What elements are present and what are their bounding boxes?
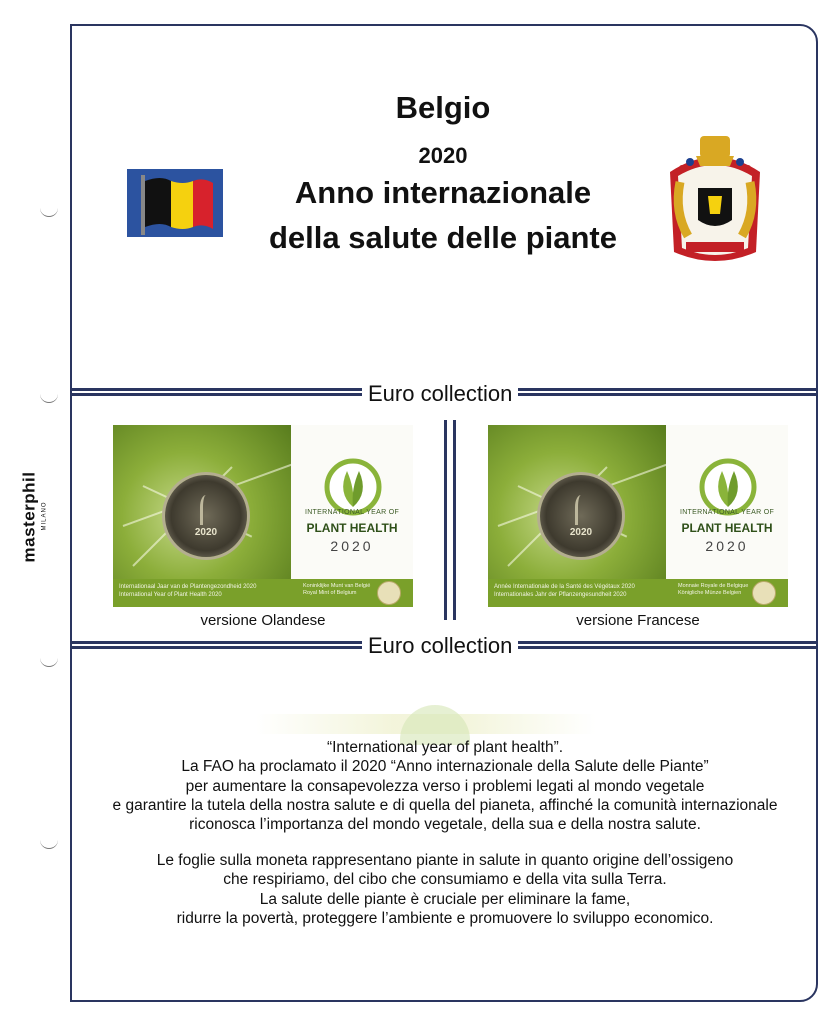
- description-line: riconosca l’importanza del mondo vegetale, della sua e della nostra salute.: [189, 816, 701, 834]
- coin-card-dutch: [113, 425, 413, 607]
- logo-line2: PLANT HEALTH: [306, 521, 398, 535]
- subject-title-line1: Anno internazionale: [294, 175, 592, 210]
- footer-line2: International Year of Plant Health 2020: [119, 592, 222, 598]
- brand-city: MILANO: [41, 501, 48, 531]
- description-line: Le foglie sulla moneta rappresentano piante in salute in quanto origine dell’ossigeno: [156, 852, 734, 869]
- logo-line1: INTERNATIONAL YEAR OF: [304, 509, 400, 516]
- seal-icon: [752, 581, 776, 605]
- logo-line1: INTERNATIONAL YEAR OF: [679, 509, 775, 516]
- mint-line2: Königliche Münze Belgien: [678, 590, 742, 596]
- caption-dutch: versione Olandese: [200, 612, 326, 629]
- footer-line1: Internationaal Jaar van de Plantengezondheid 2020: [119, 584, 257, 590]
- year-title: 2020: [418, 143, 468, 168]
- footer-line2: Internationales Jahr der Pflanzengesundheit 2020: [494, 592, 627, 598]
- description-paragraph-1: [72, 738, 818, 834]
- mint-line1: Koninklijke Munt van België: [303, 583, 371, 589]
- logo-line3: 2020: [705, 538, 749, 554]
- coin-year: 2020: [569, 527, 593, 538]
- punch-hole: [40, 392, 58, 403]
- mint-text: [303, 583, 370, 597]
- brand-logo: [18, 455, 78, 585]
- description-line: La salute delle piante è cruciale per eliminare la fame,: [259, 890, 631, 908]
- logo-line3: 2020: [330, 538, 374, 554]
- subject-title-line2: della salute delle piante: [268, 220, 617, 255]
- coin-year: 2020: [194, 527, 218, 538]
- coin-image: [165, 475, 247, 557]
- mint-line2: Royal Mint of Belgium: [303, 590, 357, 596]
- coin-card-french: [488, 425, 788, 607]
- card-footer-text: [119, 583, 256, 599]
- description-line: “International year of plant health”.: [326, 739, 564, 756]
- description-paragraph-2: [72, 851, 818, 928]
- seal-icon: [377, 581, 401, 605]
- footer-line1: Année Internationale de la Santé des Végétaux 2020: [494, 584, 635, 590]
- description-line: per aumentare la consapevolezza verso i problemi legati al mondo vegetale: [185, 777, 705, 795]
- section-label-bottom: Euro collection: [362, 633, 518, 659]
- plant-health-leaf-icon: [698, 457, 758, 517]
- card-footer-text: [494, 583, 635, 599]
- mint-line1: Monnaie Royale de Belgique: [678, 583, 749, 589]
- punch-hole: [40, 838, 58, 849]
- coat-of-arms-icon: [660, 132, 770, 272]
- coin-separator: [444, 420, 456, 620]
- logo-line2: PLANT HEALTH: [681, 521, 773, 535]
- caption-french: versione Francese: [576, 612, 700, 629]
- belgium-flag-icon: [127, 169, 223, 237]
- coin-image: [540, 475, 622, 557]
- brand-name: masterphil: [19, 471, 39, 563]
- section-label-top: Euro collection: [362, 381, 518, 407]
- description-line: che respiriamo, del cibo che consumiamo e della vita sulla Terra.: [223, 871, 667, 889]
- country-title: Belgio: [395, 90, 491, 125]
- punch-hole: [40, 656, 58, 667]
- plant-health-leaf-icon: [323, 457, 383, 517]
- description-line: e garantire la tutela della nostra salute e di quella del pianeta, affinché la comunità internazionale: [112, 796, 778, 814]
- mint-text: [678, 583, 748, 597]
- description-line: La FAO ha proclamato il 2020 “Anno internazionale della Salute delle Piante”: [181, 758, 709, 776]
- description-line: ridurre la povertà, proteggere l’ambiente e promuovere lo sviluppo economico.: [176, 909, 714, 927]
